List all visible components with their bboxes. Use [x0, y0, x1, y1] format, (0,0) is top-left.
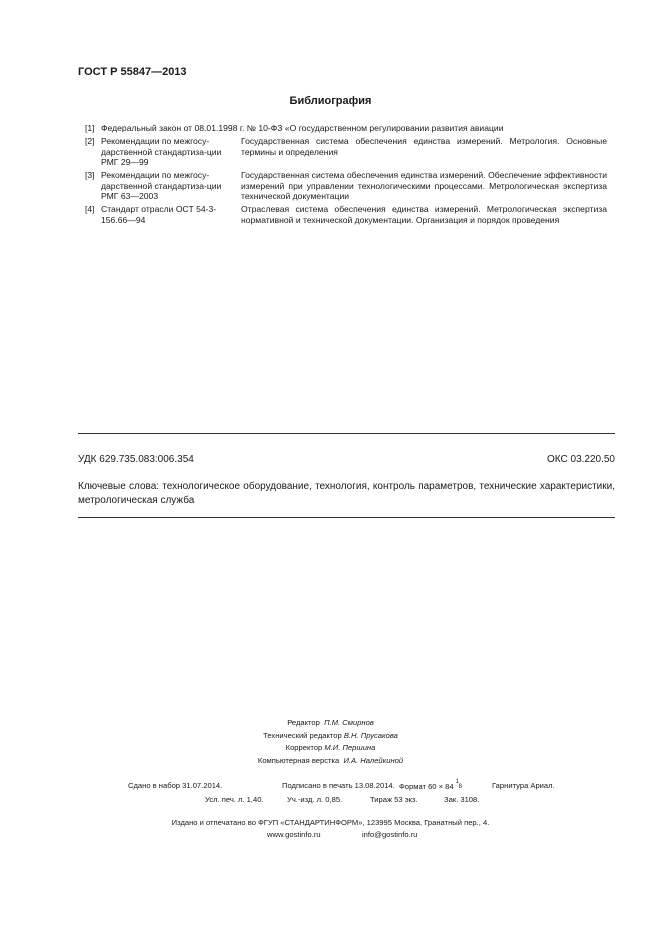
print-sheets: Усл. печ. л. 1,40.: [205, 795, 264, 804]
typeset-date: Сдано в набор 31.07.2014.: [128, 781, 223, 790]
credit-label: Редактор: [287, 718, 320, 727]
entry-source: Рекомендации по межгосу-дарственной стандартиза-ции РМГ 63—2003: [101, 170, 222, 202]
entry-number: [2]: [85, 136, 95, 146]
entry-number: [4]: [85, 204, 95, 214]
entry-number: [3]: [85, 170, 95, 180]
entry-description: Отраслевая система обеспечения единства измерений. Метрологическая экспертиза нормативной и технической документации. Организация и порядок проведения: [241, 204, 607, 225]
bottom-divider: [78, 517, 615, 518]
credit-tech-editor: [0, 731, 661, 740]
credit-label: Компьютерная верстка: [257, 756, 340, 765]
credit-label: Технический редактор: [263, 731, 342, 740]
website-link[interactable]: www.gostinfo.ru: [267, 830, 321, 839]
oks-code: ОКС 03.220.50: [547, 454, 615, 465]
format-prefix: Формат 60 × 84: [399, 782, 454, 791]
typeface: Гарнитура Ариал.: [492, 781, 555, 790]
udc-code: УДК 629.735.083:006.354: [78, 454, 194, 465]
credit-proofreader: [0, 743, 661, 752]
entry-source: Федеральный закон от 08.01.1998 г. № 10-ФЗ «О государственном регулировании развития авиации: [101, 123, 504, 133]
entry-number: [1]: [85, 123, 95, 133]
order-number: Зак. 3108.: [444, 795, 480, 804]
format-fraction: [454, 781, 464, 791]
credit-layout: [0, 756, 661, 765]
credit-name: В.Н. Прусакова: [343, 731, 398, 740]
credit-name: И.А. Налейкиной: [343, 756, 404, 765]
top-divider: [78, 433, 615, 434]
entry-description: Государственная система обеспечения единства измерений. Обеспечение эффективности измерений при управлении технологическими процессами. Метрологическая экспертиза технической документации: [241, 170, 607, 202]
entry-source: Стандарт отрасли ОСТ 54-3-156.66—94: [101, 204, 217, 225]
credit-label: Корректор: [285, 743, 323, 752]
email-link[interactable]: info@gostinfo.ru: [362, 830, 418, 839]
credit-editor: [0, 718, 661, 727]
document-code: ГОСТ Р 55847—2013: [78, 66, 187, 78]
entry-description: Государственная система обеспечения единства измерений. Метрология. Основные термины и определения: [241, 136, 607, 157]
credit-name: М.И. Першина: [324, 743, 376, 752]
publisher: Издано и отпечатано во ФГУП «СТАНДАРТИНФОРМ», 123995 Москва, Гранатный пер., 4.: [171, 818, 490, 827]
credit-name: П.М. Смирнов: [324, 718, 374, 727]
print-run: Тираж 53 экз.: [370, 795, 418, 804]
publication-sheets: Уч.-изд. л. 0,85.: [287, 795, 343, 804]
entry-source: Рекомендации по межгосу-дарственной стандартиза-ции РМГ 29—99: [101, 136, 222, 168]
fraction-denominator: 8: [458, 784, 462, 790]
bibliography-title: Библиография: [289, 95, 372, 107]
print-format: [399, 781, 464, 791]
signed-date: Подписано в печать 13.08.2014.: [282, 781, 395, 790]
fraction-numerator: 1: [455, 779, 459, 785]
keywords: Ключевые слова: технологическое оборудование, технология, контроль параметров, технические характеристики, метрологическая служба: [78, 481, 615, 506]
